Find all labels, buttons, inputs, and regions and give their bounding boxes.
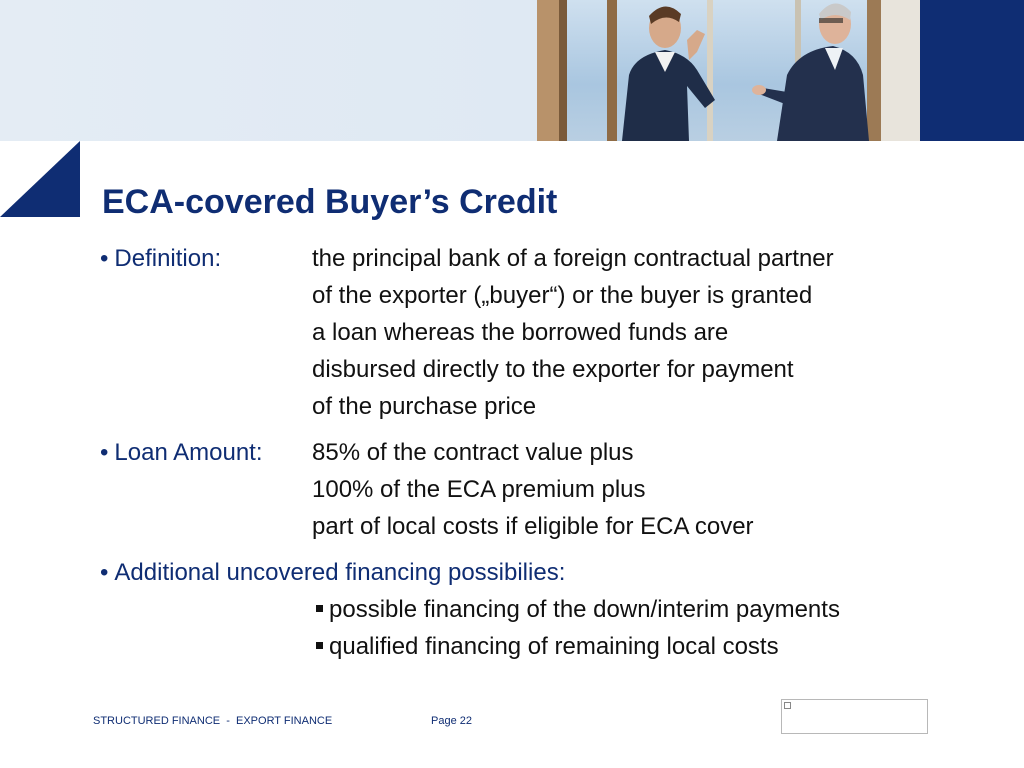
definition-line: of the purchase price: [312, 393, 537, 420]
square-bullet-icon: [316, 605, 323, 612]
bullet-icon: •: [100, 245, 109, 272]
definition-item: [100, 240, 1010, 425]
loan-amount-label: Loan Amount:: [114, 439, 263, 466]
photo-illustration: [537, 0, 920, 141]
definition-label: Definition:: [114, 245, 222, 272]
loan-amount-item: [100, 434, 1010, 545]
definition-text: [312, 240, 834, 425]
definition-line: disbursed directly to the exporter for payment: [312, 356, 794, 383]
footer-section-label: STRUCTURED FINANCE - EXPORT FINANCE: [93, 715, 333, 727]
header-corner-block: [920, 0, 1024, 141]
definition-line: the principal bank of a foreign contractual partner: [312, 245, 834, 272]
loan-amount-text: [312, 434, 754, 545]
footer-page-number: Page 22: [431, 715, 472, 727]
slide-content: [100, 240, 1010, 665]
slide-title: ECA-covered Buyer’s Credit: [102, 183, 558, 221]
loan-amount-line: part of local costs if eligible for ECA cover: [312, 513, 754, 540]
loan-amount-line: 85% of the contract value plus: [312, 439, 634, 466]
loan-amount-line: 100% of the ECA premium plus: [312, 476, 646, 503]
additional-financing-item: [100, 554, 1010, 665]
header-photo-business-men: [537, 0, 920, 141]
square-bullet-icon: [316, 642, 323, 649]
broken-image-icon: [784, 702, 791, 709]
definition-line: of the exporter („buyer“) or the buyer is granted: [312, 282, 813, 309]
sub-list-item: [100, 591, 1010, 628]
image-placeholder: [781, 699, 928, 734]
additional-financing-label: Additional uncovered financing possibilies:: [114, 559, 566, 586]
sub-list-item: [100, 628, 1010, 665]
sub-item-text: possible financing of the down/interim payments: [329, 596, 840, 623]
bullet-icon: •: [100, 559, 109, 586]
sub-item-text: qualified financing of remaining local costs: [329, 633, 779, 660]
bullet-icon: •: [100, 439, 109, 466]
brand-triangle: [0, 141, 80, 217]
definition-line: a loan whereas the borrowed funds are: [312, 319, 729, 346]
